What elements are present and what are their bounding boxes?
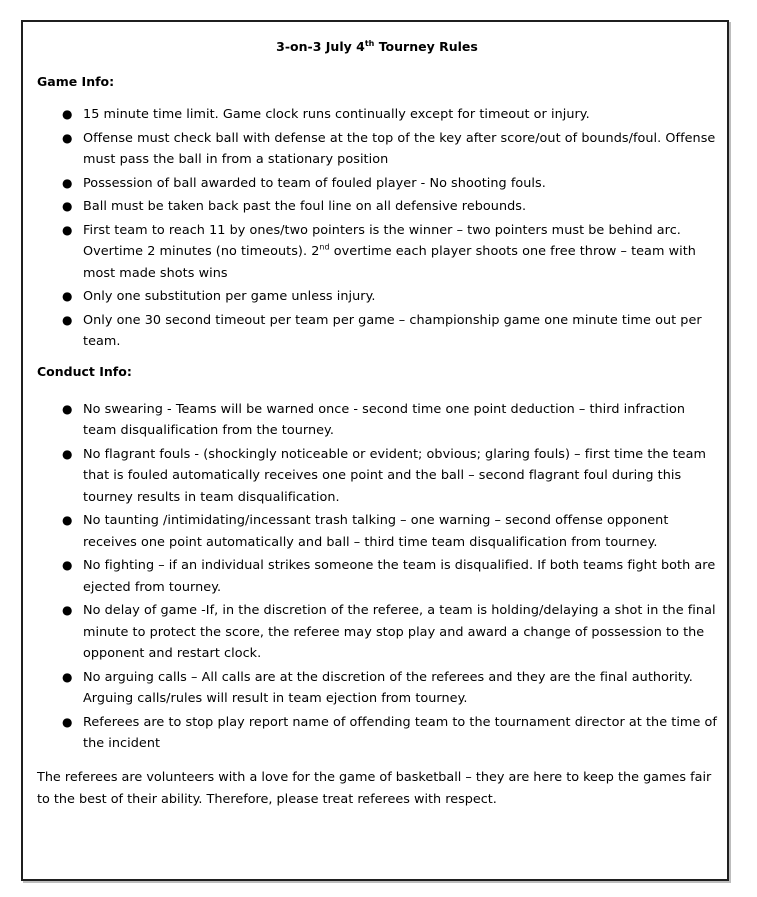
bullet-icon: ●: [62, 603, 73, 617]
bullet-icon: ●: [62, 312, 73, 327]
list-item: [37, 600, 717, 665]
rule-text: Possession of ball awarded to team of fouled player - No shooting fouls.: [83, 175, 546, 191]
list-item: [37, 286, 717, 308]
rule-text-part1: First team to reach 11 by ones/two pointers is the winner – two pointers must be behind arc. Overtime 2 minutes (no timeouts). 2: [83, 222, 681, 259]
game-info-heading: Game Info:: [37, 74, 115, 89]
game-info-list: [37, 104, 717, 353]
closing-paragraph: The referees are volunteers with a love for the game of basketball – they are here to keep the games fair to the best of their ability. Therefore, please treat referees with respect.: [37, 769, 712, 807]
bullet-icon: ●: [62, 714, 73, 729]
bullet-icon: ●: [62, 558, 73, 572]
rule-text: No flagrant fouls - (shockingly noticeable or evident; obvious; glaring fouls) – first time the team that is fouled automatically receives one point and the ball – second flagrant foul during this tourney results in team disqualification.: [83, 446, 707, 505]
list-item: [37, 220, 717, 285]
rule-text: Referees are to stop play report name of offending team to the tournament director at the time of the incident: [83, 714, 717, 751]
bullet-icon: ●: [62, 130, 73, 145]
rule-text: No arguing calls – All calls are at the discretion of the referees and they are the final authority. Arguing calls/rules will result in team ejection from tourney.: [83, 669, 693, 706]
rule-text: No swearing - Teams will be warned once - second time one point deduction – third infraction team disqualification from the tourney.: [83, 401, 685, 438]
rule-text: Only one substitution per game unless injury.: [83, 289, 376, 304]
list-item: [37, 510, 717, 553]
bullet-icon: ●: [62, 289, 73, 303]
list-item: [37, 128, 717, 171]
conduct-info-heading: Conduct Info:: [37, 363, 132, 379]
list-item: [37, 712, 717, 755]
rule-superscript: nd: [319, 242, 330, 252]
rule-text-part2: overtime each player shoots one free throw – team with most made shots wins: [83, 244, 696, 281]
list-item: [37, 310, 717, 353]
rule-text: Offense must check ball with defense at the top of the key after score/out of bounds/foul. Offense must pass the ball in from a stationary position: [83, 130, 716, 167]
bullet-icon: ●: [62, 669, 73, 684]
bullet-icon: ●: [62, 401, 73, 416]
bullet-icon: ●: [62, 175, 73, 190]
rule-text: 15 minute time limit. Game clock runs continually except for timeout or injury.: [83, 107, 590, 122]
list-item: [37, 667, 717, 710]
title-superscript: th: [364, 38, 375, 48]
rule-text: Ball must be taken back past the foul line on all defensive rebounds.: [83, 199, 527, 214]
list-item: [37, 399, 717, 442]
list-item: [37, 444, 717, 509]
list-item: [37, 555, 717, 598]
document-body: [37, 38, 717, 811]
bullet-icon: ●: [62, 513, 73, 527]
rule-text: Only one 30 second timeout per team per game – championship game one minute time out per team.: [83, 312, 702, 349]
bullet-icon: ●: [62, 199, 73, 213]
document-title: [37, 38, 717, 56]
list-item: [37, 173, 717, 195]
rule-text: No delay of game -If, in the discretion of the referee, a team is holding/delaying a shot in the final minute to protect the score, the referee may stop play and award a change of possession to the opponent and restart clock.: [83, 603, 716, 661]
document-frame: [21, 20, 729, 881]
bullet-icon: ●: [62, 107, 73, 121]
rule-text: No fighting – if an individual strikes someone the team is disqualified. If both teams fight both are ejected from tourney.: [83, 558, 716, 595]
conduct-info-list: [37, 399, 717, 755]
bullet-icon: ●: [62, 222, 73, 237]
rule-text: No taunting /intimidating/incessant trash talking – one warning – second offense opponent receives one point automatically and ball – third time team disqualification from tourney.: [83, 513, 669, 550]
list-item: [37, 104, 717, 126]
bullet-icon: ●: [62, 446, 73, 461]
title-suffix: Tourney Rules: [374, 39, 478, 54]
title-prefix: 3-on-3 July 4: [276, 39, 365, 54]
list-item: [37, 196, 717, 218]
